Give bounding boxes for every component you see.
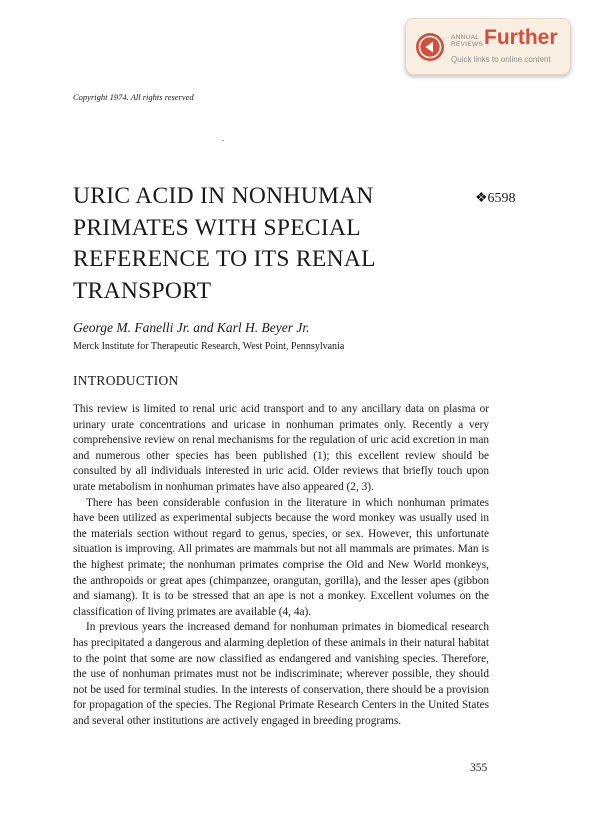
affiliation: Merck Institute for Therapeutic Research, West Point, Pennsylvania — [73, 341, 345, 352]
article-code: ❖6598 — [475, 191, 516, 206]
body-text — [73, 402, 489, 729]
annual-reviews-label: ANNUAL REVIEWS — [451, 34, 484, 48]
paragraph: There has been considerable confusion in the literature in which nonhuman primates have been utilized as experimental subjects because the word monkey was usually used in the materials section without regard to genus, species, or sex. However, this unfortunate situation is improving. All primates are mammals but not all mammals are primates. Man is the highest primate; the nonhuman primates comprise the Old and New World monkeys, the anthropoids or great apes (chimpanzee, orangutan, gorilla), and the lesser apes (gibbon and siamang). It is to be stressed that an ape is not a monkey. Excellent volumes on the classification of living primates are available (4, 4a). — [73, 496, 489, 618]
section-heading: INTRODUCTION — [73, 373, 179, 388]
paragraph: In previous years the increased demand for nonhuman primates in biomedical research has precipitated a dangerous and alarming depletion of these animals in their natural habitat to the point that some are now classified as endangered and vanishing species. Therefore, the use of nonhuman primates must not be indiscriminate; wherever possible, they should not be used for terminal studies. In the interests of conservation, there should be a provision for propagation of the species. The Regional Primate Research Centers in the United States and several other institutions are actively engaged in breeding programs. — [73, 621, 489, 727]
further-links-badge[interactable] — [405, 18, 571, 75]
play-circle-icon — [415, 32, 445, 62]
article-title: URIC ACID IN NONHUMAN PRIMATES WITH SPECIAL REFERENCE TO ITS RENAL TRANSPORT — [73, 183, 375, 304]
authors: George M. Fanelli Jr. and Karl H. Beyer Jr. — [73, 320, 310, 335]
speck — [222, 140, 224, 141]
copyright-notice: Copyright 1974. All rights reserved — [73, 92, 194, 102]
paragraph: This review is limited to renal uric acid transport and to any ancillary data on plasma or urinary urate concentrations and uricase in nonhuman primates only. Recently a very comprehensive review on renal mechanisms for the regulation of uric acid excretion in man and numerous other species has been published (1); this excellent review should be consulted by all individuals interested in uric acid. Older reviews that briefly touch upon urate metabolism in nonhuman primates have also appeared (2, 3). — [73, 403, 489, 493]
further-title: Further — [484, 26, 558, 49]
further-subtitle: Quick links to online content — [451, 55, 551, 64]
page-number: 355 — [470, 762, 488, 774]
